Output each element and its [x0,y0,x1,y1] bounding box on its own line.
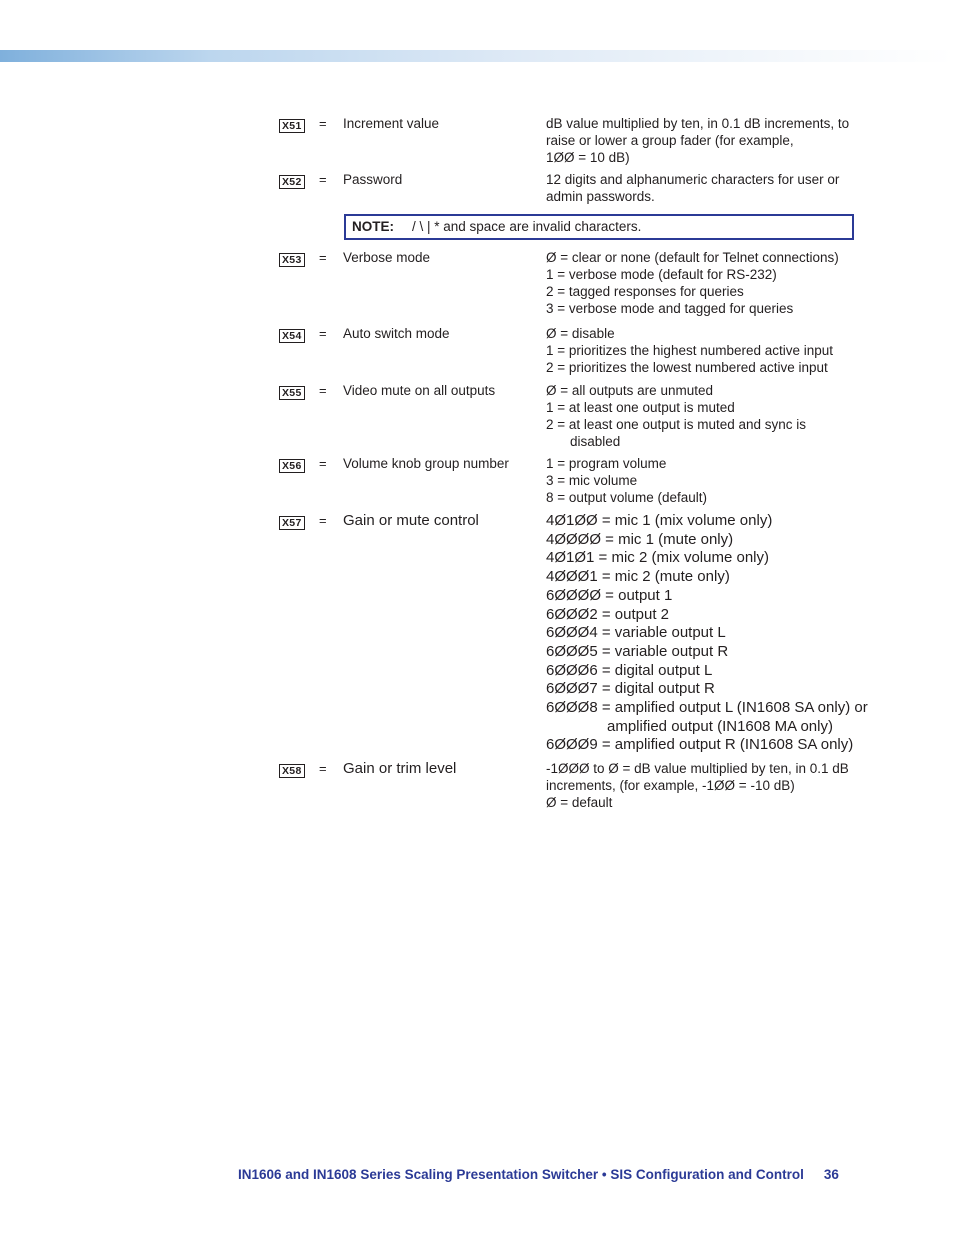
desc-line: 4Ø1Ø1 = mic 2 (mix volume only) [546,549,769,567]
desc-line: disabled [570,434,621,449]
param-description [546,115,866,166]
desc-line: 8 = output volume (default) [546,490,707,505]
equals-sign: = [319,116,327,131]
desc-line: 6ØØØ8 = amplified output L (IN1608 SA only) or [546,699,868,717]
equals-sign: = [319,761,327,776]
desc-line: 1ØØ = 10 dB) [546,150,630,165]
param-label: Volume knob group number [343,456,509,471]
desc-line: 1 = at least one output is muted [546,400,735,415]
equals-sign: = [319,383,327,398]
desc-line: Ø = default [546,795,613,810]
param-label: Verbose mode [343,250,431,265]
desc-line: -1ØØØ to Ø = dB value multiplied by ten, in 0.1 dB [546,761,849,776]
param-label: Auto switch mode [343,326,450,341]
param-description [546,249,866,317]
equals-sign: = [319,326,327,341]
desc-line: increments, (for example, -1ØØ = -10 dB) [546,778,795,793]
param-label: Video mute on all outputs [343,383,496,398]
desc-line: 6ØØØ7 = digital output R [546,680,715,698]
desc-line: 1 = verbose mode (default for RS-232) [546,267,777,282]
page-number: 36 [823,1167,839,1182]
variable-tag: X56 [279,459,305,473]
desc-line: 1 = prioritizes the highest numbered active input [546,343,834,358]
desc-line: raise or lower a group fader (for example, [546,133,794,148]
page-footer [238,1167,839,1182]
equals-sign: = [319,250,327,265]
param-description [546,325,866,376]
note-label: NOTE: [352,219,394,234]
param-label: Gain or mute control [343,512,479,529]
note-text: / \ | * and space are invalid characters. [412,219,642,234]
desc-line: 2 = prioritizes the lowest numbered active input [546,360,828,375]
param-description [546,760,866,811]
param-label: Password [343,172,403,187]
param-description [546,382,866,450]
desc-line: 6ØØØ4 = variable output L [546,624,726,642]
desc-line: 6ØØØ2 = output 2 [546,605,669,623]
variable-tag: X52 [279,175,305,189]
desc-line: dB value multiplied by ten, in 0.1 dB increments, to [546,116,850,131]
desc-line: 3 = mic volume [546,473,638,488]
desc-line: 2 = tagged responses for queries [546,284,744,299]
desc-line: Ø = all outputs are unmuted [546,383,713,398]
desc-line: 6ØØØ5 = variable output R [546,642,729,660]
desc-line: admin passwords. [546,189,655,204]
desc-line: 6ØØØØ = output 1 [546,586,673,604]
param-label: Increment value [343,116,440,131]
desc-line: amplified output (IN1608 MA only) [607,717,833,735]
desc-line: 4ØØØ1 = mic 2 (mute only) [546,568,730,586]
variable-tag: X53 [279,253,305,267]
param-description [546,512,866,755]
variable-tag: X51 [279,119,305,133]
equals-sign: = [319,172,327,187]
equals-sign: = [319,513,327,528]
param-label: Gain or trim level [343,760,457,777]
desc-line: Ø = clear or none (default for Telnet connections) [546,250,839,265]
desc-line: 2 = at least one output is muted and sync is [546,417,807,432]
desc-line: 3 = verbose mode and tagged for queries [546,301,794,316]
variable-tag: X57 [279,516,305,530]
footer-title: IN1606 and IN1608 Series Scaling Presentation Switcher • SIS Configuration and Control [238,1167,804,1182]
desc-line: 4Ø1ØØ = mic 1 (mix volume only) [546,512,773,529]
note-box [344,214,854,240]
desc-line: 12 digits and alphanumeric characters for user or [546,172,840,187]
desc-line: 6ØØØ6 = digital output L [546,661,713,679]
desc-line: 4ØØØØ = mic 1 (mute only) [546,530,734,548]
variable-tag: X58 [279,764,305,778]
equals-sign: = [319,456,327,471]
variable-tag: X55 [279,386,305,400]
param-description [546,171,866,205]
desc-line: 1 = program volume [546,456,667,471]
header-gradient-bar [0,50,954,62]
desc-line: Ø = disable [546,326,615,341]
desc-line: 6ØØØ9 = amplified output R (IN1608 SA only) [546,736,854,754]
variable-tag: X54 [279,329,305,343]
param-description [546,455,866,506]
